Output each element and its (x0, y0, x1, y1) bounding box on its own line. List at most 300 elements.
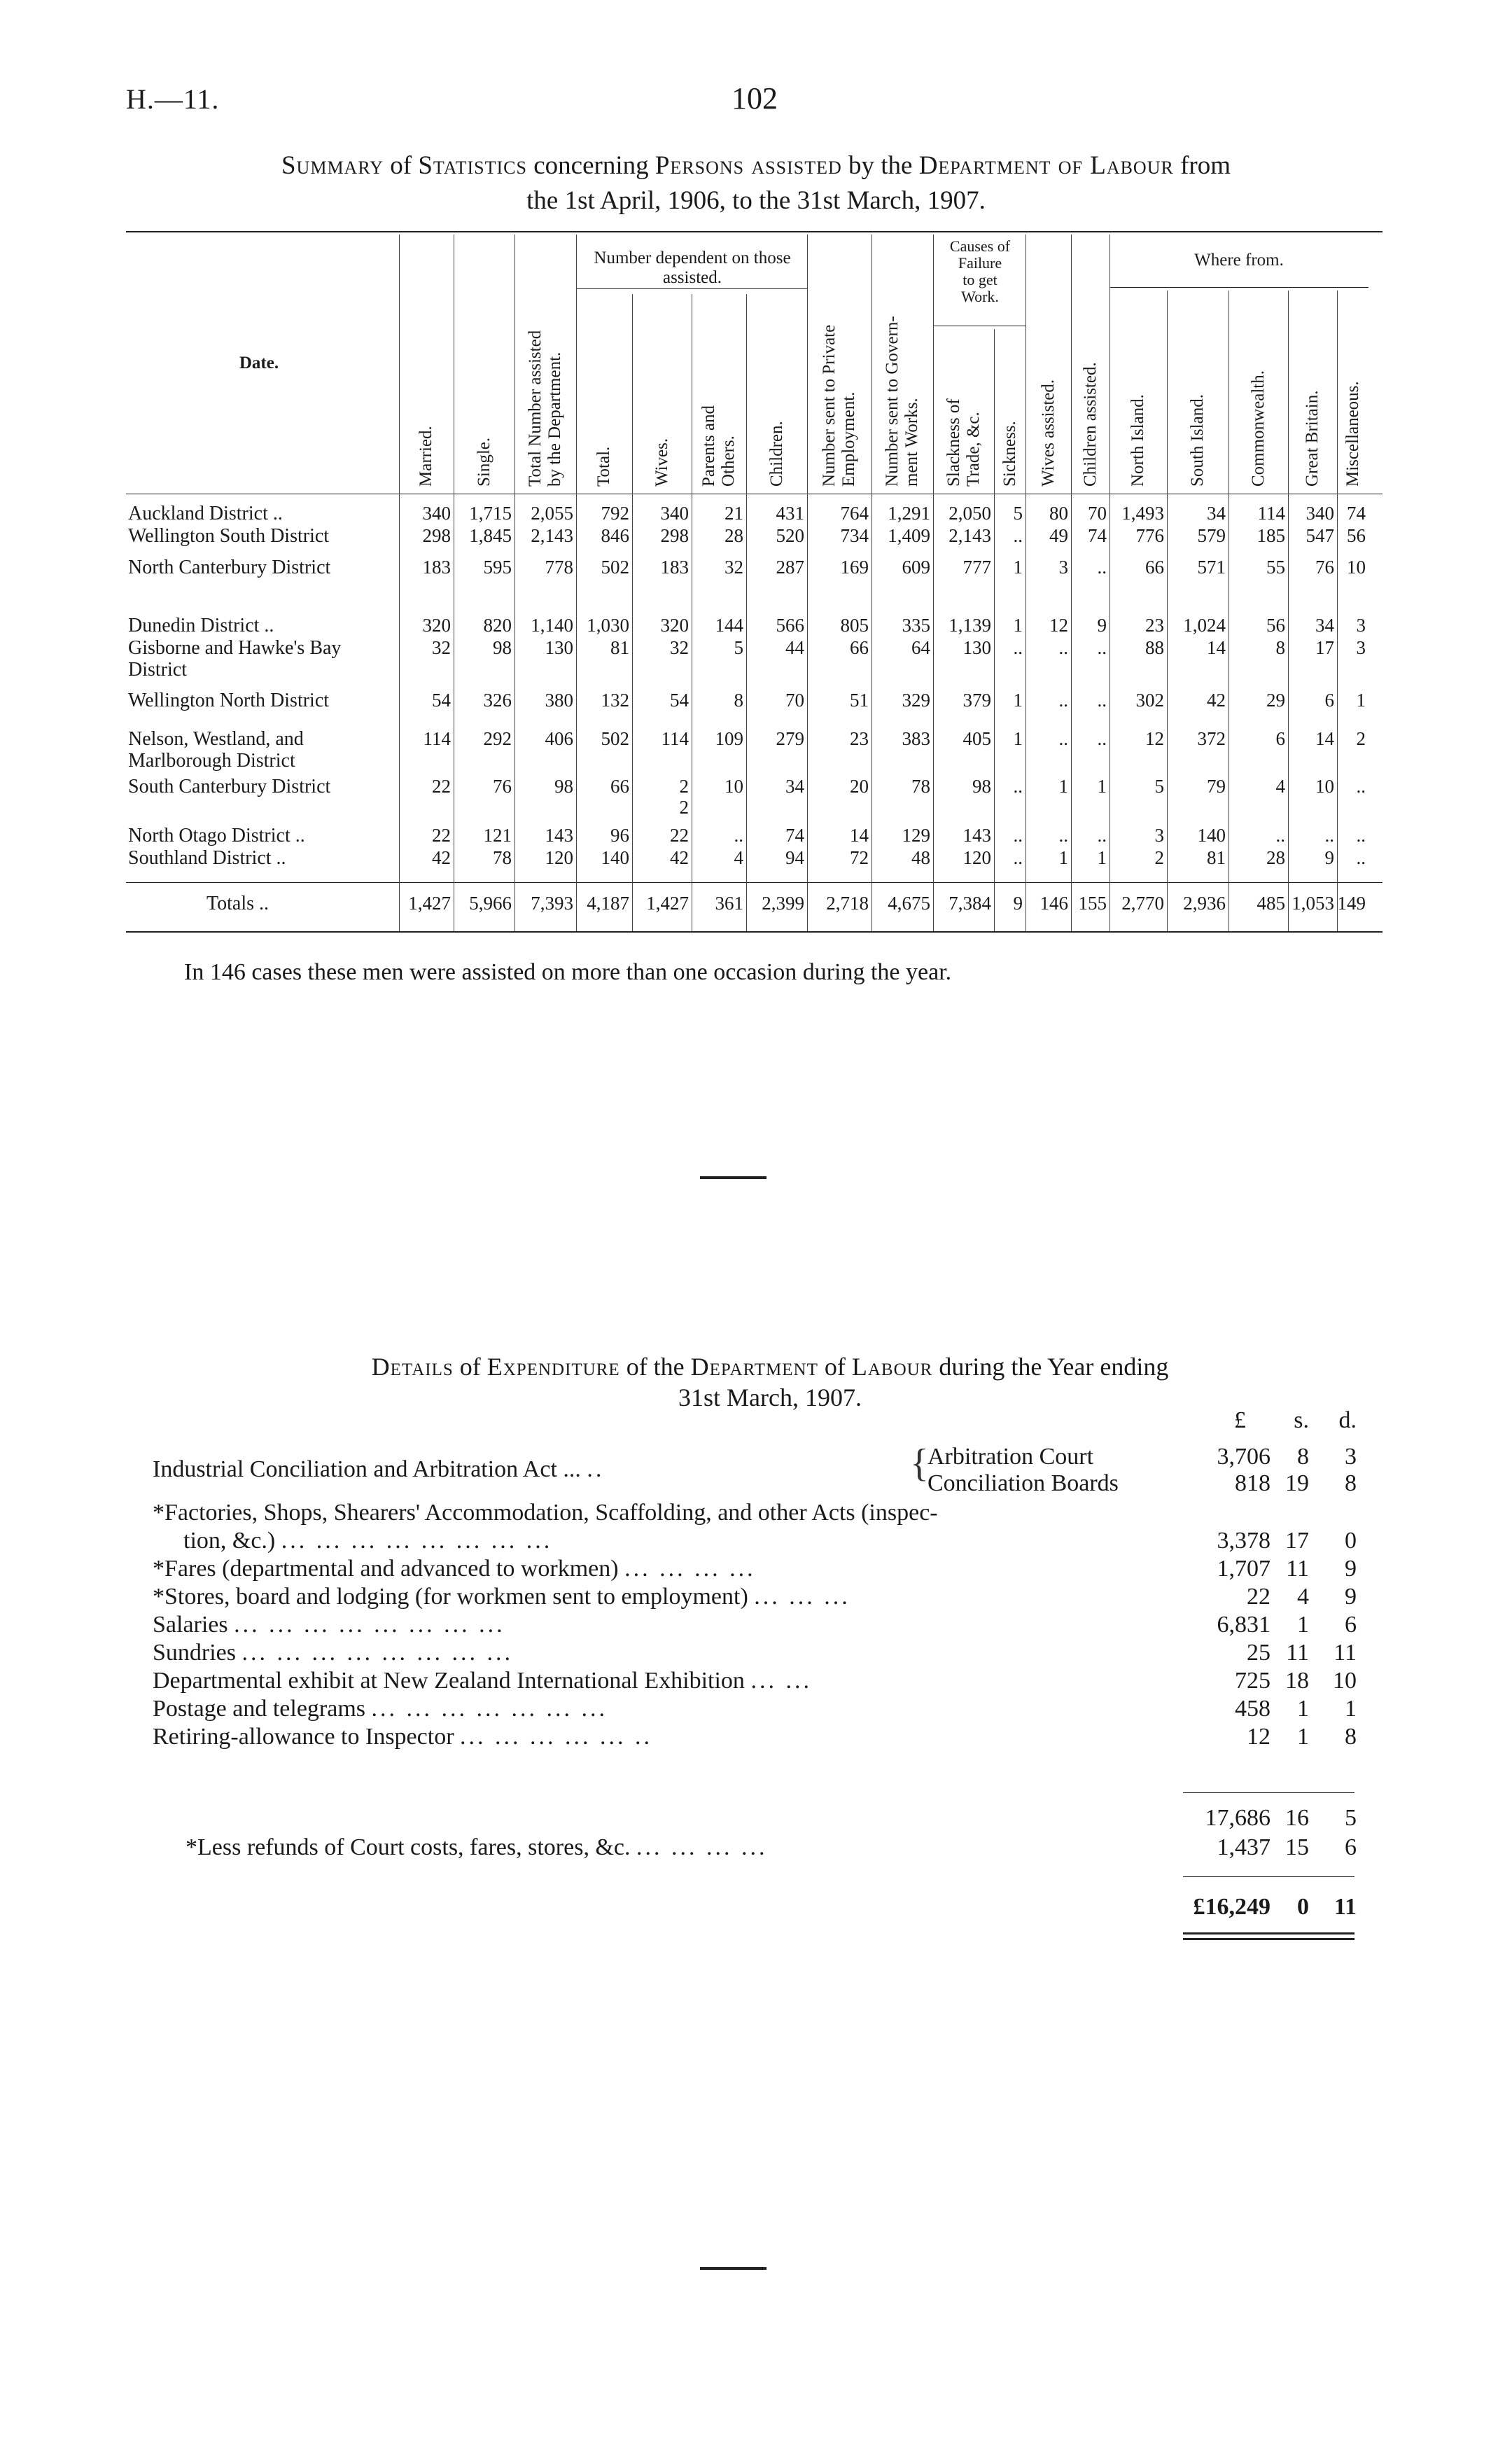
table-cell: 778 (545, 557, 573, 578)
table-cell: 66 (1145, 557, 1164, 578)
table-cell: .. (1097, 825, 1107, 846)
table-cell: 8 (734, 690, 743, 711)
table-cell: 185 (1256, 525, 1285, 546)
table-cell: .. (1275, 825, 1285, 846)
page-number: 102 (732, 81, 778, 116)
table-cell: 74 (1088, 525, 1107, 546)
totals-cell: 1,053 (1292, 893, 1334, 914)
table-bottom-rule (126, 931, 1382, 933)
table-cell: 88 (1145, 637, 1164, 658)
table-cell: 14 (1207, 637, 1226, 658)
table-cell: 48 (911, 847, 930, 868)
table-cell: 9 (1324, 847, 1334, 868)
expenditure-amount-d: 3 (1345, 1444, 1357, 1470)
table-cell: 74 (785, 825, 804, 846)
table-cell: 1,845 (469, 525, 512, 546)
totals-cell: 485 (1256, 893, 1285, 914)
totals-cell: 146 (1040, 893, 1068, 914)
table-cell: 3 (1356, 637, 1366, 658)
expenditure-amount-pounds: 3,378 (1217, 1528, 1270, 1554)
table-cell: 579 (1197, 525, 1226, 546)
table-cell: 1,140 (531, 615, 573, 636)
brace-symbol: { (910, 1442, 929, 1485)
table-cell: .. (1013, 525, 1023, 546)
where-group-rule (1110, 287, 1368, 288)
totals-top-rule (126, 882, 1382, 883)
expenditure-amount-pounds: 22 (1247, 1584, 1270, 1610)
table-cell: 2 (1356, 728, 1366, 749)
expenditure-amount-s: 1 (1297, 1696, 1309, 1722)
totals-label: Totals .. (206, 893, 270, 914)
header-dep-total: Total. (594, 446, 613, 487)
table-cell: 2,143 (531, 525, 573, 546)
table-cell: 81 (610, 637, 629, 658)
table-cell: 298 (422, 525, 451, 546)
table-cell: 383 (902, 728, 930, 749)
expenditure-amount-s: 11 (1286, 1640, 1309, 1666)
table-cell: .. (1058, 728, 1068, 749)
table-cell: 121 (483, 825, 512, 846)
table-cell: 2 (1154, 847, 1164, 868)
table-cell: 183 (422, 557, 451, 578)
totals-cell: 9 (1013, 893, 1023, 914)
table-cell: 340 (1306, 503, 1334, 524)
table-cell-extra: 2 (679, 797, 689, 818)
table-cell: .. (1356, 825, 1366, 846)
district-name: Wellington South District (128, 525, 330, 547)
totals-cell: 5,966 (469, 893, 512, 914)
table-cell: 29 (1266, 690, 1285, 711)
expenditure-item: Industrial Conciliation and Arbitration Act ... .. (153, 1456, 605, 1482)
totals-cell: 7,384 (948, 893, 991, 914)
header-north-island: North Island. (1128, 394, 1147, 487)
total-double-rule-2 (1183, 1938, 1354, 1940)
table-cell: .. (1097, 557, 1107, 578)
table-cell: 132 (601, 690, 629, 711)
expenditure-amount-s: 1 (1297, 1724, 1309, 1750)
table-cell: 566 (776, 615, 804, 636)
table-cell: 4 (734, 847, 743, 868)
header-causes-group: Causes of Failure to get Work. (949, 237, 1011, 305)
summary-title-line2: the 1st April, 1906, to the 31st March, 1907. (526, 186, 986, 215)
expenditure-item: *Stores, board and lodging (for workmen sent to employment) ... ... ... (153, 1584, 850, 1610)
totals-cell: 361 (715, 893, 743, 914)
table-cell: 792 (601, 503, 629, 524)
table-cell: 846 (601, 525, 629, 546)
table-cell: 28 (1266, 847, 1285, 868)
table-cell: 1 (1013, 690, 1023, 711)
subtotal-pounds: 17,686 (1205, 1805, 1270, 1831)
table-cell: 76 (1315, 557, 1334, 578)
table-cell: 520 (776, 525, 804, 546)
table-cell: .. (1097, 728, 1107, 749)
expenditure-item: Salaries ... ... ... ... ... ... ... ... (153, 1612, 505, 1638)
table-cell: 32 (432, 637, 451, 658)
expenditure-amount-s: 4 (1297, 1584, 1309, 1610)
totals-cell: 1,427 (408, 893, 451, 914)
table-cell: 1 (1013, 728, 1023, 749)
totals-cell: 1,427 (646, 893, 689, 914)
table-cell: 28 (724, 525, 743, 546)
total-pounds: £16,249 (1193, 1894, 1270, 1920)
table-cell: 734 (840, 525, 869, 546)
header-govt: Number sent to Govern- ment Works. (883, 316, 921, 487)
expenditure-subitem: Arbitration Court (927, 1444, 1094, 1470)
table-cell: 114 (423, 728, 451, 749)
col-pence-header: d. (1338, 1407, 1357, 1433)
expenditure-amount-d: 8 (1345, 1470, 1357, 1496)
table-cell: 320 (422, 615, 451, 636)
totals-cell: 155 (1078, 893, 1107, 914)
subtotal-rule (1183, 1792, 1354, 1793)
table-cell: .. (1013, 776, 1023, 797)
table-cell: 42 (1207, 690, 1226, 711)
table-cell: 80 (1049, 503, 1068, 524)
expenditure-item: Departmental exhibit at New Zealand International Exhibition ... ... (153, 1668, 812, 1694)
expenditure-item: tion, &c.) ... ... ... ... ... ... ... ... (183, 1528, 553, 1554)
header-dependent-group: Number dependent on those assisted. (594, 249, 791, 287)
expenditure-amount-pounds: 818 (1235, 1470, 1270, 1496)
table-cell: 1 (1097, 847, 1107, 868)
table-cell: 64 (911, 637, 930, 658)
table-cell: .. (1013, 637, 1023, 658)
table-cell: 776 (1135, 525, 1164, 546)
table-cell: 12 (1145, 728, 1164, 749)
table-cell: 1 (1013, 557, 1023, 578)
table-cell: 66 (850, 637, 869, 658)
header-private: Number sent to Private Employment. (820, 324, 858, 487)
table-cell: .. (1058, 637, 1068, 658)
table-cell: 6 (1275, 728, 1285, 749)
expenditure-amount-s: 1 (1297, 1612, 1309, 1638)
header-wives-assisted: Wives assisted. (1038, 379, 1058, 487)
table-cell: 14 (1315, 728, 1334, 749)
table-cell: 32 (670, 637, 689, 658)
expenditure-amount-pounds: 6,831 (1217, 1612, 1270, 1638)
table-cell: 1 (1097, 776, 1107, 797)
table-cell: 10 (1347, 557, 1366, 578)
table-cell: 78 (911, 776, 930, 797)
table-cell: 292 (483, 728, 512, 749)
table-cell: 21 (724, 503, 743, 524)
table-cell: 114 (661, 728, 689, 749)
col-shillings-header: s. (1294, 1407, 1309, 1433)
total-shillings: 0 (1297, 1894, 1309, 1920)
table-cell: 805 (840, 615, 869, 636)
expenditure-amount-s: 17 (1285, 1528, 1309, 1554)
table-cell: 2,055 (531, 503, 573, 524)
table-cell: 372 (1197, 728, 1226, 749)
expenditure-item: Retiring-allowance to Inspector ... ... ... ... ... .. (153, 1724, 653, 1750)
table-cell: 2,050 (948, 503, 991, 524)
totals-cell: 2,770 (1121, 893, 1164, 914)
expenditure-item: Sundries ... ... ... ... ... ... ... ... (153, 1640, 513, 1666)
table-cell: 12 (1049, 615, 1068, 636)
table-cell: 66 (610, 776, 629, 797)
total-double-rule-1 (1183, 1932, 1354, 1934)
table-cell: 326 (483, 690, 512, 711)
table-cell: 1 (1058, 847, 1068, 868)
expenditure-amount-d: 10 (1333, 1668, 1357, 1694)
table-cell: 55 (1266, 557, 1285, 578)
expenditure-amount-pounds: 25 (1247, 1640, 1270, 1666)
expenditure-amount-s: 11 (1286, 1556, 1309, 1582)
table-cell: 98 (493, 637, 512, 658)
expenditure-amount-s: 18 (1285, 1668, 1309, 1694)
header-sickness: Sickness. (1000, 421, 1019, 487)
table-top-rule (126, 231, 1382, 232)
table-cell: 1,493 (1121, 503, 1164, 524)
table-cell: 502 (601, 728, 629, 749)
district-name: Wellington North District (128, 690, 330, 711)
header-date: Date. (239, 354, 279, 372)
table-cell: .. (1058, 825, 1068, 846)
table-cell: 22 (432, 825, 451, 846)
document-reference: H.—11. (126, 83, 220, 115)
expenditure-amount-s: 8 (1297, 1444, 1309, 1470)
table-cell: 56 (1347, 525, 1366, 546)
table-cell: 287 (776, 557, 804, 578)
table-cell: 820 (483, 615, 512, 636)
table-cell: 1,024 (1183, 615, 1226, 636)
section-separator (700, 1176, 766, 1179)
table-cell: 380 (545, 690, 573, 711)
table-cell: 8 (1275, 637, 1285, 658)
header-married: Married. (416, 426, 435, 487)
table-cell: 70 (1088, 503, 1107, 524)
table-cell: 3 (1058, 557, 1068, 578)
header-children-assisted: Children assisted. (1080, 362, 1100, 487)
district-name: Auckland District .. (128, 503, 283, 524)
table-cell: .. (1097, 690, 1107, 711)
table-cell: 143 (962, 825, 991, 846)
header-misc: Miscellaneous. (1343, 381, 1362, 487)
table-cell: 94 (785, 847, 804, 868)
table-cell: 140 (601, 847, 629, 868)
table-cell: 130 (545, 637, 573, 658)
statistics-table (0, 0, 1512, 980)
district-name: Nelson, Westland, and Marlborough District (128, 728, 304, 772)
table-cell: 340 (422, 503, 451, 524)
table-cell: 2,143 (948, 525, 991, 546)
table-cell: 140 (1197, 825, 1226, 846)
subtotal-pence: 5 (1345, 1805, 1357, 1831)
table-cell: .. (1097, 637, 1107, 658)
table-cell: 183 (660, 557, 689, 578)
expenditure-amount-s: 19 (1285, 1470, 1309, 1496)
totals-cell: 2,936 (1183, 893, 1226, 914)
expenditure-amount-pounds: 458 (1235, 1696, 1270, 1722)
table-cell: .. (734, 825, 743, 846)
table-cell: 777 (962, 557, 991, 578)
header-parents: Parents and Others. (699, 405, 738, 487)
table-cell: 595 (483, 557, 512, 578)
header-wives: Wives. (652, 438, 671, 487)
table-cell: 320 (660, 615, 689, 636)
expenditure-amount-pounds: 1,707 (1217, 1556, 1270, 1582)
totals-cell: 149 (1337, 893, 1366, 914)
table-cell: 42 (670, 847, 689, 868)
table-cell: 98 (972, 776, 991, 797)
table-cell: 2 (679, 776, 689, 797)
table-cell: 17 (1315, 637, 1334, 658)
table-cell: 120 (545, 847, 573, 868)
table-cell: 10 (724, 776, 743, 797)
expenditure-amount-d: 9 (1345, 1556, 1357, 1582)
table-cell: 70 (785, 690, 804, 711)
table-cell: 1,030 (587, 615, 629, 636)
table-cell: 34 (1207, 503, 1226, 524)
table-cell: 32 (724, 557, 743, 578)
table-cell: .. (1356, 776, 1366, 797)
expenditure-title-line2: 31st March, 1907. (678, 1383, 862, 1411)
table-cell: 109 (715, 728, 743, 749)
table-cell: 547 (1306, 525, 1334, 546)
table-cell: 76 (493, 776, 512, 797)
table-cell: 143 (545, 825, 573, 846)
table-cell: .. (1013, 847, 1023, 868)
header-great-britain: Great Britain. (1303, 390, 1322, 487)
table-cell: .. (1324, 825, 1334, 846)
table-cell: 22 (432, 776, 451, 797)
totals-cell: 4,675 (888, 893, 930, 914)
summary-note: In 146 cases these men were assisted on more than one occasion during the year. (184, 959, 952, 985)
header-children: Children. (766, 421, 786, 487)
table-cell: 49 (1049, 525, 1068, 546)
table-cell: 1 (1058, 776, 1068, 797)
table-cell: 44 (785, 637, 804, 658)
table-cell: 406 (545, 728, 573, 749)
table-cell: 6 (1324, 690, 1334, 711)
table-cell: 74 (1347, 503, 1366, 524)
expenditure-title-line1: Details of Expenditure of the Department of Labour during the Year ending (371, 1353, 1169, 1381)
table-cell: 56 (1266, 615, 1285, 636)
dependent-group-rule (576, 288, 807, 289)
table-cell: 571 (1197, 557, 1226, 578)
table-cell: 54 (432, 690, 451, 711)
expenditure-amount-d: 8 (1345, 1724, 1357, 1750)
district-name: South Canterbury District (128, 776, 331, 797)
header-where-group: Where from. (1194, 251, 1284, 270)
expenditure-item: *Factories, Shops, Shearers' Accommodation, Scaffolding, and other Acts (inspec- (153, 1500, 938, 1526)
table-cell: 279 (776, 728, 804, 749)
district-name: North Otago District .. (128, 825, 305, 846)
bottom-separator (700, 2267, 766, 2270)
header-total-assisted: Total Number assisted by the Department. (526, 330, 564, 487)
table-cell: 9 (1097, 615, 1107, 636)
table-cell: 1 (1013, 615, 1023, 636)
totals-cell: 4,187 (587, 893, 629, 914)
header-slackness: Slackness of Trade, &c. (944, 398, 983, 487)
district-name: Dunedin District .. (128, 615, 274, 636)
table-cell: 20 (850, 776, 869, 797)
total-pence: 11 (1334, 1894, 1357, 1920)
table-cell: .. (1058, 690, 1068, 711)
table-cell: 130 (962, 637, 991, 658)
table-cell: 5 (1013, 503, 1023, 524)
total-rule (1183, 1876, 1354, 1877)
table-cell: 1,409 (888, 525, 930, 546)
table-cell: 502 (601, 557, 629, 578)
table-cell: 329 (902, 690, 930, 711)
table-cell: 144 (715, 615, 743, 636)
table-cell: 42 (432, 847, 451, 868)
table-cell: 5 (1154, 776, 1164, 797)
table-cell: 51 (850, 690, 869, 711)
table-cell: 764 (840, 503, 869, 524)
expenditure-item: *Fares (departmental and advanced to workmen) ... ... ... ... (153, 1556, 756, 1582)
table-cell: 1,139 (948, 615, 991, 636)
table-cell: 298 (660, 525, 689, 546)
table-cell: 1,291 (888, 503, 930, 524)
expenditure-amount-d: 9 (1345, 1584, 1357, 1610)
table-cell: 169 (840, 557, 869, 578)
table-cell: 120 (962, 847, 991, 868)
table-cell: 72 (850, 847, 869, 868)
table-cell: 340 (660, 503, 689, 524)
table-cell: 23 (850, 728, 869, 749)
table-cell: 22 (670, 825, 689, 846)
refunds-shillings: 15 (1285, 1834, 1309, 1860)
district-name: North Canterbury District (128, 557, 331, 578)
expenditure-subitem: Conciliation Boards (927, 1470, 1119, 1496)
district-name: Southland District .. (128, 847, 286, 869)
expenditure-amount-pounds: 12 (1247, 1724, 1270, 1750)
totals-cell: 2,718 (826, 893, 869, 914)
table-cell: 34 (785, 776, 804, 797)
table-cell: .. (1013, 825, 1023, 846)
expenditure-title (189, 1351, 1351, 1413)
table-cell: 1,715 (469, 503, 512, 524)
summary-title-line1: Summary of Statistics concerning Persons assisted by the Department of Labour from (281, 151, 1231, 180)
table-cell: 335 (902, 615, 930, 636)
table-cell: 405 (962, 728, 991, 749)
table-cell: 129 (902, 825, 930, 846)
expenditure-item: Postage and telegrams ... ... ... ... ... ... ... (153, 1696, 608, 1722)
table-cell: 4 (1275, 776, 1285, 797)
district-name: Gisborne and Hawke's Bay District (128, 637, 342, 681)
table-cell: 98 (554, 776, 573, 797)
expenditure-amount-d: 1 (1345, 1696, 1357, 1722)
col-pounds-header: £ (1234, 1407, 1246, 1433)
table-cell: 54 (670, 690, 689, 711)
header-south-island: South Island. (1188, 394, 1207, 487)
table-cell: 10 (1315, 776, 1334, 797)
subtotal-shillings: 16 (1285, 1805, 1309, 1831)
table-cell: 23 (1145, 615, 1164, 636)
totals-cell: 7,393 (531, 893, 573, 914)
refunds-pence: 6 (1345, 1834, 1357, 1860)
table-cell: 379 (962, 690, 991, 711)
table-cell: 3 (1154, 825, 1164, 846)
table-cell: 14 (850, 825, 869, 846)
header-commonwealth: Commonwealth. (1248, 370, 1268, 487)
table-cell: 81 (1207, 847, 1226, 868)
table-cell: 114 (1257, 503, 1285, 524)
header-single: Single. (474, 437, 493, 487)
table-cell: 302 (1135, 690, 1164, 711)
table-cell: .. (1356, 847, 1366, 868)
expenditure-amount-pounds: 725 (1235, 1668, 1270, 1694)
refunds-label: *Less refunds of Court costs, fares, stores, &c. ... ... ... ... (186, 1834, 768, 1860)
table-cell: 609 (902, 557, 930, 578)
refunds-pounds: 1,437 (1217, 1834, 1270, 1860)
table-cell: 431 (776, 503, 804, 524)
table-cell: 34 (1315, 615, 1334, 636)
table-cell: 79 (1207, 776, 1226, 797)
expenditure-amount-d: 11 (1334, 1640, 1357, 1666)
table-cell: 3 (1356, 615, 1366, 636)
